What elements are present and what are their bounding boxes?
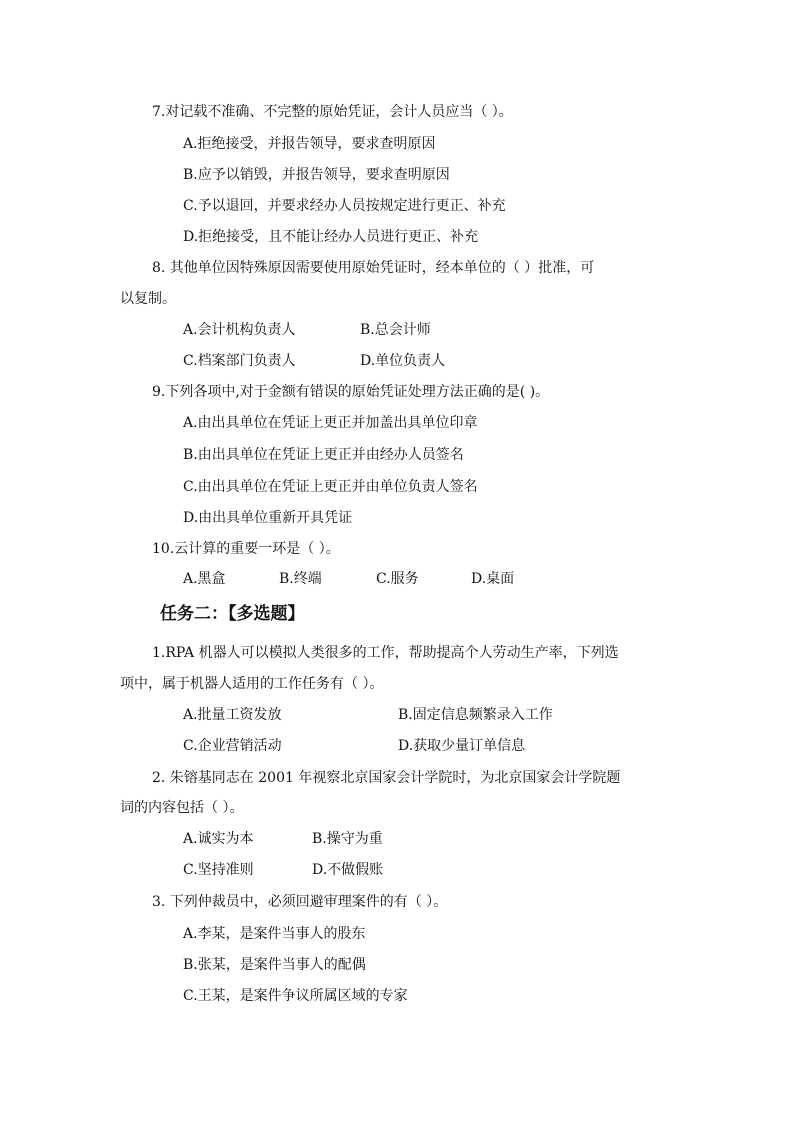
multi-question-3-stem: 3. 下列仲裁员中，必须回避审理案件的有（ ）。 bbox=[152, 894, 448, 910]
multi-question-1-option-d: D.获取少量订单信息 bbox=[398, 738, 526, 754]
question-10-option-d: D.桌面 bbox=[471, 571, 515, 587]
multi-question-3-option-a: A.李某，是案件当事人的股东 bbox=[183, 926, 366, 942]
multi-question-2-option-d: D.不做假账 bbox=[312, 862, 384, 878]
multi-question-1-option-c: C.企业营销活动 bbox=[183, 738, 282, 754]
multi-question-1-option-b: B.固定信息频繁录入工作 bbox=[398, 707, 553, 723]
multi-question-3-option-b: B.张某，是案件当事人的配偶 bbox=[183, 957, 366, 973]
question-7-option-b: B.应予以销毁，并报告领导，要求查明原因 bbox=[183, 167, 450, 183]
question-10-stem: 10.云计算的重要一环是（ ）。 bbox=[152, 541, 340, 557]
multi-question-2-option-a: A.诚实为本 bbox=[183, 831, 254, 847]
question-9-option-c: C.由出具单位在凭证上更正并由单位负责人签名 bbox=[183, 479, 478, 495]
question-7-option-c: C.予以退回，并要求经办人员按规定进行更正、补充 bbox=[183, 198, 506, 214]
question-8-option-b: B.总会计师 bbox=[360, 322, 431, 338]
question-10-option-c: C.服务 bbox=[376, 571, 419, 587]
question-9-stem: 9.下列各项中,对于金额有错误的原始凭证处理方法正确的是( )。 bbox=[152, 384, 550, 400]
question-9-option-b: B.由出具单位在凭证上更正并由经办人员签名 bbox=[183, 447, 464, 463]
question-7-option-d: D.拒绝接受，且不能让经办人员进行更正、补充 bbox=[183, 229, 479, 245]
question-8-option-a: A.会计机构负责人 bbox=[183, 322, 296, 338]
question-9-option-d: D.由出具单位重新开具凭证 bbox=[183, 510, 353, 526]
question-8-option-c: C.档案部门负责人 bbox=[183, 353, 296, 369]
question-8-option-d: D.单位负责人 bbox=[360, 353, 446, 369]
question-10-option-a: A.黑盒 bbox=[183, 571, 226, 587]
section-heading: 任务二：【多选题】 bbox=[160, 604, 305, 624]
multi-question-2-option-c: C.坚持准则 bbox=[183, 862, 254, 878]
multi-question-3-option-c: C.王某，是案件争议所属区域的专家 bbox=[183, 988, 408, 1004]
question-7-stem: 7.对记载不准确、不完整的原始凭证，会计人员应当（ ）。 bbox=[152, 104, 513, 120]
multi-question-2-option-b: B.操守为重 bbox=[312, 831, 383, 847]
multi-question-2-stem: 2. 朱镕基同志在 2001 年视察北京国家会计学院时，为北京国家会计学院题 bbox=[152, 770, 621, 786]
question-7-option-a: A.拒绝接受，并报告领导，要求查明原因 bbox=[183, 136, 436, 152]
question-10-option-b: B.终端 bbox=[279, 571, 322, 587]
question-8-stem: 8. 其他单位因特殊原因需要使用原始凭证时，经本单位的（ ）批准，可 bbox=[152, 260, 595, 276]
question-8-stem-continued: 以复制。 bbox=[120, 291, 176, 307]
multi-question-1-stem-continued: 项中，属于机器人适用的工作任务有（ ）。 bbox=[120, 676, 384, 692]
multi-question-1-stem: 1.RPA 机器人可以模拟人类很多的工作，帮助提高个人劳动生产率，下列选 bbox=[152, 645, 619, 661]
multi-question-1-option-a: A.批量工资发放 bbox=[183, 707, 282, 723]
question-9-option-a: A.由出具单位在凭证上更正并加盖出具单位印章 bbox=[183, 415, 478, 431]
multi-question-2-stem-continued: 词的内容包括（ ）。 bbox=[120, 800, 244, 816]
